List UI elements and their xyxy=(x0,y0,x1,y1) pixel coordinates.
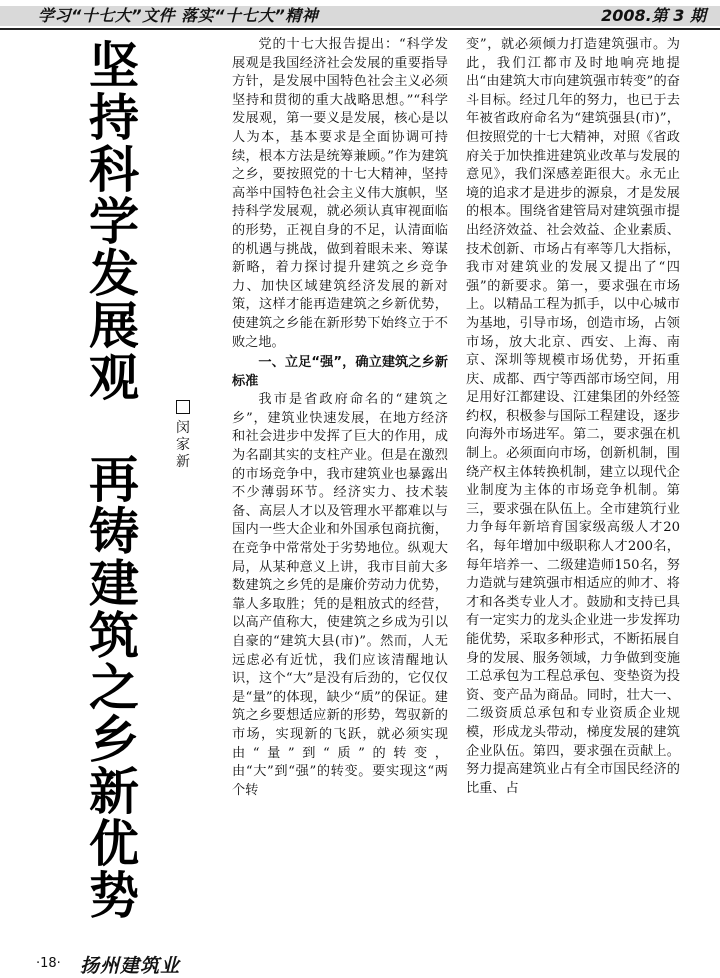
title-char: 学 xyxy=(89,193,139,251)
paragraph: 党的十七大报告提出：“科学发展观是我国经济社会发展的重要指导方针，是发展中国特色社会主义必须坚持和贯彻的重大战略思想。”“科学发展观，第一要义是发展，核心是以人为本，基本要求是全面协调可持续，根本方法是统筹兼顾。”作为建筑之乡，要按照党的十七大精神，坚持高举中国特色社会主义伟大旗帜，坚持科学发展观，就必须认真审视面临的形势，正视自身的不足，认清面临的机遇与挑战，做到着眼未来、筹谋新略，着力探讨提升建筑之乡竞争力、加快区域建筑经济发展的新对策，这样才能再造建筑之乡新优势，使建筑之乡能在新形势下始终立于不败之地。 xyxy=(232,37,448,350)
author-char: 闵 xyxy=(176,420,190,436)
section-heading: 一、立足“强”，确立建筑之乡新标准 xyxy=(232,355,448,389)
title-char: 坚 xyxy=(89,37,139,95)
article-title xyxy=(60,37,168,930)
title-char: 新 xyxy=(89,763,139,821)
title-char: 乡 xyxy=(89,711,139,769)
header-rule xyxy=(0,28,720,30)
square-bullet-icon xyxy=(176,400,190,414)
title-char: 铸 xyxy=(89,503,139,561)
title-char: 科 xyxy=(89,141,139,199)
paragraph: 变”，就必须倾力打造建筑强市。为此，我们江都市及时地响亮地提出“由建筑大市向建筑强市转变”的奋斗目标。经过几年的努力，也已于去年被省政府命名为“建筑强县(市)”，但按照党的十七大精神，对照《省政府关于加快推进建筑业改革与发展的意见》，我们深感差距很大。永无止境的追求才是进步的源泉，才是发展的根本。围绕省建管局对建筑强市提出经济效益、社会效益、企业素质、技术创新、市场占有率等几大指标，我市对建筑业的发展又提出了“四强”的新要求。第一，要求强在市场上。以精品工程为抓手，以中心城市为基地，引导市场，创造市场，占领市场，放大北京、西安、上海、南京、深圳等规模市场优势，开拓重庆、成都、西宁等西部市场空间，用足用好江都建设、江建集团的外经签约权，积极参与国际工程建设，逐步向海外市场进军。第二，要求强在机制上。必须面向市场，创新机制，围绕产权主体转换机制，建立以现代企业制度为主体的市场竞争机制。第三，要求强在队伍上。全市建筑行业力争每年新培育国家级高级人才20名，每年增加中级职称人才200名，每年培养一、二级建造师150名，努力造就与建筑强市相适应的帅才、将才和各类专业人才。鼓励和支持已具有一定实力的龙头企业进一步发挥功能优势，采取多种形式，不断拓展自身的发展、服务领域，力争做到变施工总承包为工程总承包、变垫资为投资、变产品为商品。同时，壮大一、二级资质总承包和专业资质企业规模，形成龙头带动，梯度发展的建筑企业队伍。第四，要求强在贡献上。努力提高建筑业占有全市国民经济的比重、占 xyxy=(466,37,680,796)
page-number: ·18· xyxy=(36,956,61,971)
title-column xyxy=(60,37,168,925)
title-char: 持 xyxy=(89,89,139,147)
author-char: 家 xyxy=(176,437,190,453)
title-char: 观 xyxy=(89,349,139,407)
header-slogan: 学习“十七大”文件 落实“十七大”精神 xyxy=(38,6,319,25)
author-byline xyxy=(172,400,194,471)
page-footer xyxy=(0,950,720,976)
title-char: 展 xyxy=(89,297,139,355)
title-gap xyxy=(60,404,168,454)
title-char: 势 xyxy=(89,867,139,925)
page-header xyxy=(0,0,720,30)
title-char: 再 xyxy=(89,451,139,509)
issue-number: 2008.第 3 期 xyxy=(601,6,706,25)
title-char: 优 xyxy=(89,815,139,873)
author-char: 新 xyxy=(176,454,190,470)
journal-logo: 扬州建筑业 xyxy=(80,955,181,977)
title-char: 发 xyxy=(89,245,139,303)
text-column-left xyxy=(232,36,448,800)
title-char: 筑 xyxy=(89,607,139,665)
paragraph: 我市是省政府命名的“建筑之乡”，建筑业快速发展，在地方经济和社会进步中发挥了巨大的作用，成为名副其实的支柱产业。但是在激烈的市场竞争中，我市建筑业也暴露出不少薄弱环节。经济实力、技术装备、高层人才以及管理水平都难以与国内一些大企业和外国承包商抗衡，在竞争中常常处于劣势地位。纵观大局，从某种意义上讲，我市目前大多数建筑之乡凭的是廉价劳动力优势，靠人多取胜；凭的是粗放式的经营，以高产值称大，使建筑之乡成为引以自豪的“建筑大县(市)”。然而，人无远虑必有近忧，我们应该清醒地认识，这个“大”是没有后劲的，它仅仅是“量”的体现，缺少“质”的保证。建筑之乡要想适应新的形势，驾驭新的市场，实现新的飞跃，就必须实现由“量”到“质”的转变，由“大”到“强”的转变。要实现这“两个转 xyxy=(232,392,448,798)
title-char: 建 xyxy=(89,555,139,613)
title-char: 之 xyxy=(89,659,139,717)
text-column-right xyxy=(466,36,680,798)
